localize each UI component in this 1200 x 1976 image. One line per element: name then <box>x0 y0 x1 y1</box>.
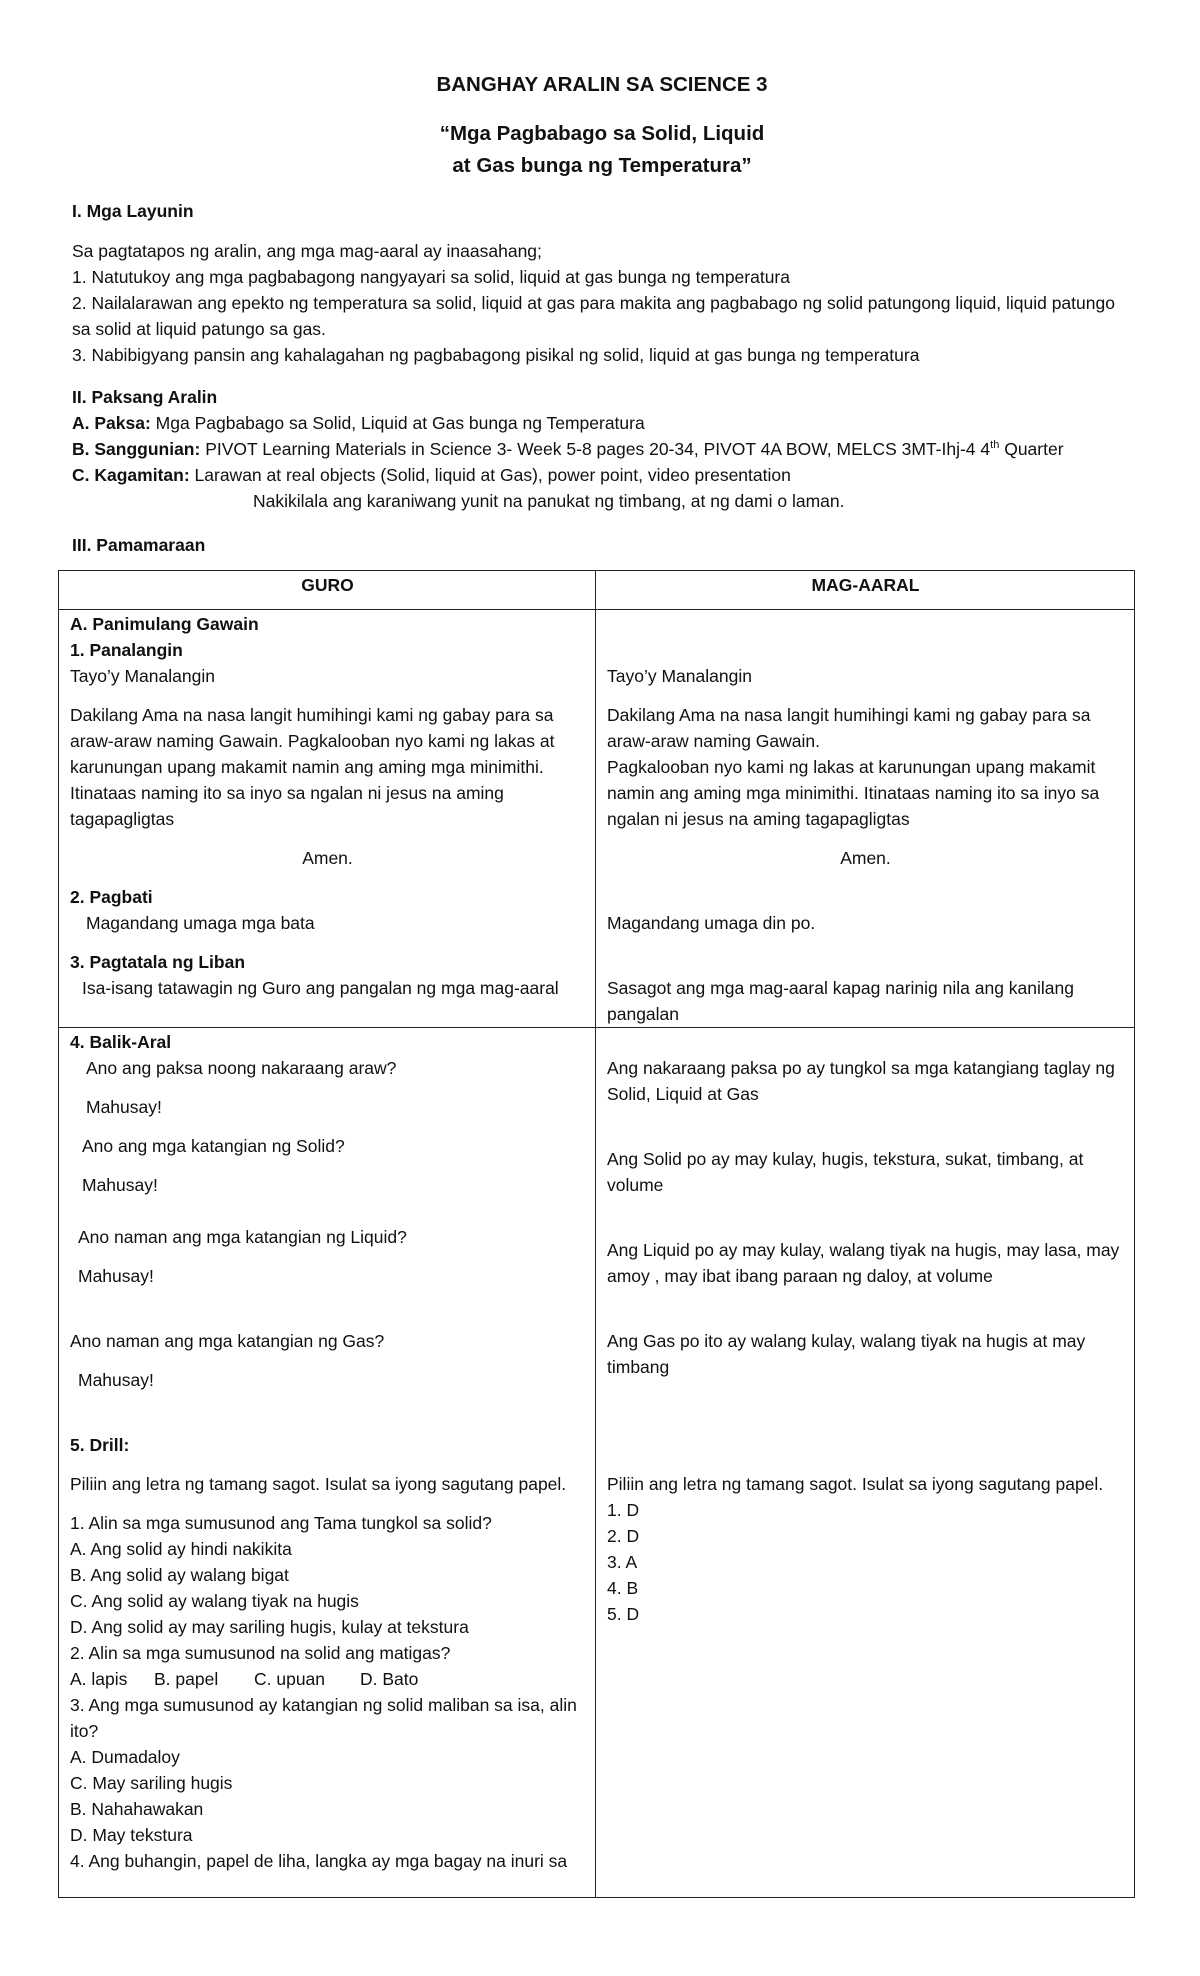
drill-heading: 5. Drill: <box>70 1435 130 1455</box>
guro-q4: Ano naman ang mga katangian ng Gas? <box>70 1331 385 1351</box>
layunin-item: 1. Natutukoy ang mga pagbabagong nangyayari sa solid, liquid at gas bunga ng temperatura <box>72 267 790 287</box>
drill-choices-row <box>70 1666 585 1692</box>
guro-drill-instruction: Piliin ang letra ng tamang sagot. Isulat sa iyong sagutang papel. <box>70 1474 567 1494</box>
drill-choice: A. lapis <box>70 1669 128 1689</box>
mag-aaral-drill-instruction: Piliin ang letra ng tamang sagot. Isulat sa iyong sagutang papel. <box>607 1474 1104 1494</box>
section-pamamaraan <box>72 532 1132 558</box>
subtitle-line-1: “Mga Pagbabago sa Solid, Liquid <box>439 122 765 145</box>
drill-choice: B. Nahahawakan <box>70 1799 204 1819</box>
mag-aaral-answer: Ang Solid po ay may kulay, hugis, tekstura, sukat, timbang, at volume <box>607 1149 1084 1195</box>
guro-cell-balik-aral <box>59 1028 596 1898</box>
guro-q2: Ano ang mga katangian ng Solid? <box>82 1136 345 1156</box>
mag-aaral-answer: Ang Gas po ito ay walang kulay, walang tiyak na hugis at may timbang <box>607 1331 1086 1377</box>
drill-question: 4. Ang buhangin, papel de liha, langka ay mga bagay na inuri sa <box>70 1851 568 1871</box>
guro-pagbati: Magandang umaga mga bata <box>86 913 315 933</box>
drill-choice: A. Dumadaloy <box>70 1747 180 1767</box>
drill-choices-row <box>70 1796 585 1848</box>
guro-mahusay: Mahusay! <box>78 1370 154 1390</box>
paksa-value: Mga Pagbabago sa Solid, Liquid at Gas bunga ng Temperatura <box>155 413 645 433</box>
guro-prayer: Dakilang Ama na nasa langit humihingi kami ng gabay para sa araw-araw naming Gawain. Pagkalooban nyo kami ng lakas at karunungan upang makamit namin ang aming mga minimithi. Itinataas naming ito sa inyo sa ngalan ni jesus na aming tagapagligtas <box>70 705 555 829</box>
drill-answer: 4. B <box>607 1578 639 1598</box>
drill-choice: A. Ang solid ay hindi nakikita <box>70 1539 292 1559</box>
drill-answer: 1. D <box>607 1500 640 1520</box>
subtitle-line-2: at Gas bunga ng Temperatura” <box>452 154 752 177</box>
drill-choice: B. Ang solid ay walang bigat <box>70 1565 289 1585</box>
lesson-plan-page <box>72 60 1132 558</box>
mag-aaral-cell-panimula <box>596 610 1135 1028</box>
guro-cell-panimula <box>59 610 596 1028</box>
kagamitan-line <box>72 462 1132 488</box>
guro-liban: Isa-isang tatawagin ng Guro ang pangalan ng mga mag-aaral <box>82 978 559 998</box>
mag-aaral-amen: Amen. <box>840 848 891 868</box>
drill-answer: 3. A <box>607 1552 638 1572</box>
pagbati-heading: 2. Pagbati <box>70 887 153 907</box>
mag-aaral-liban: Sasagot ang mga mag-aaral kapag narinig nila ang kanilang pangalan <box>607 978 1074 1024</box>
guro-q3: Ano naman ang mga katangian ng Liquid? <box>78 1227 407 1247</box>
layunin-item: 3. Nabibigyang pansin ang kahalagahan ng pagbabagong pisikal ng solid, liquid at gas bunga ng temperatura <box>72 345 920 365</box>
section-paksang-aralin <box>72 384 1132 514</box>
drill-answer: 2. D <box>607 1526 640 1546</box>
page-title: BANGHAY ARALIN SA SCIENCE 3 <box>436 73 768 96</box>
kagamitan-line-2: Nakikilala ang karaniwang yunit na panukat ng timbang, at ng dami o laman. <box>253 491 845 511</box>
drill-choice: D. Ang solid ay may sariling hugis, kulay at tekstura <box>70 1617 469 1637</box>
mag-aaral-prayer-1: Dakilang Ama na nasa langit humihingi kami ng gabay para sa araw-araw naming Gawain. <box>607 705 1091 751</box>
panimula-heading: A. Panimulang Gawain <box>70 614 259 634</box>
balik-aral-heading: 4. Balik-Aral <box>70 1032 172 1052</box>
mag-aaral-prayer-2: Pagkalooban nyo kami ng lakas at karunungan upang makamit namin ang aming mga minimithi. Itinataas naming ito sa inyo sa ngalan ni jesus na aming tagapagligtas <box>607 757 1100 829</box>
sanggunian-label: B. Sanggunian: <box>72 439 201 459</box>
paksa-line <box>72 410 1132 436</box>
liban-heading: 3. Pagtatala ng Liban <box>70 952 246 972</box>
drill-choice: B. papel <box>154 1669 219 1689</box>
mag-aaral-answer: Ang nakaraang paksa po ay tungkol sa mga katangiang taglay ng Solid, Liquid at Gas <box>607 1058 1115 1104</box>
guro-mahusay: Mahusay! <box>78 1266 154 1286</box>
guro-mahusay: Mahusay! <box>86 1097 162 1117</box>
layunin-heading: I. Mga Layunin <box>72 201 194 221</box>
sanggunian-quarter: Quarter <box>1004 439 1064 459</box>
lesson-subtitle <box>72 118 1132 182</box>
table-header-row <box>59 571 1135 610</box>
layunin-intro: Sa pagtatapos ng aralin, ang mga mag-aaral ay inaasahang; <box>72 241 542 261</box>
guro-q1: Ano ang paksa noong nakaraang araw? <box>86 1058 397 1078</box>
drill-choice: C. upuan <box>254 1669 326 1689</box>
drill-choices-row <box>70 1744 585 1796</box>
kagamitan-value: Larawan at real objects (Solid, liquid at Gas), power point, video presentation <box>194 465 791 485</box>
sanggunian-value: PIVOT Learning Materials in Science 3- Week 5-8 pages 20-34, PIVOT 4A BOW, MELCS 3MT-Ihj-4 4 <box>205 439 991 459</box>
drill-choice: C. May sariling hugis <box>70 1773 233 1793</box>
mag-aaral-tayo: Tayo’y Manalangin <box>607 666 752 686</box>
drill-choice: D. Bato <box>360 1669 419 1689</box>
table-row-panimula <box>59 610 1135 1028</box>
layunin-item: 2. Nailalarawan ang epekto ng temperatura sa solid, liquid at gas para makita ang pagbabago ng solid patungong liquid, liquid patungo sa solid at liquid patungo sa gas. <box>72 293 1115 339</box>
drill-question: 2. Alin sa mga sumusunod na solid ang matigas? <box>70 1643 451 1663</box>
mag-aaral-cell-balik-aral <box>596 1028 1135 1898</box>
panalangin-heading: 1. Panalangin <box>70 640 183 660</box>
mag-aaral-pagbati: Magandang umaga din po. <box>607 913 816 933</box>
mag-aaral-header: MAG-AARAL <box>596 571 1135 610</box>
drill-choice: C. Ang solid ay walang tiyak na hugis <box>70 1591 359 1611</box>
mag-aaral-answer: Ang Liquid po ay may kulay, walang tiyak na hugis, may lasa, may amoy , may ibat ibang paraan ng daloy, at volume <box>607 1240 1120 1286</box>
paksang-aralin-heading: II. Paksang Aralin <box>72 387 218 407</box>
sanggunian-sup: th <box>990 439 1000 452</box>
procedure-table <box>58 570 1135 1898</box>
paksa-label: A. Paksa: <box>72 413 151 433</box>
guro-tayo: Tayo’y Manalangin <box>70 666 215 686</box>
guro-amen: Amen. <box>302 848 353 868</box>
sanggunian-line <box>72 436 1132 462</box>
pamamaraan-heading: III. Pamamaraan <box>72 535 206 555</box>
guro-header: GURO <box>59 571 596 610</box>
section-layunin <box>72 198 1132 368</box>
kagamitan-label: C. Kagamitan: <box>72 465 190 485</box>
drill-question: 1. Alin sa mga sumusunod ang Tama tungkol sa solid? <box>70 1513 492 1533</box>
drill-answer: 5. D <box>607 1604 640 1624</box>
table-row-balik-aral <box>59 1028 1135 1898</box>
drill-choice: D. May tekstura <box>70 1825 193 1845</box>
drill-question: 3. Ang mga sumusunod ay katangian ng solid maliban sa isa, alin ito? <box>70 1695 577 1741</box>
guro-mahusay: Mahusay! <box>82 1175 158 1195</box>
